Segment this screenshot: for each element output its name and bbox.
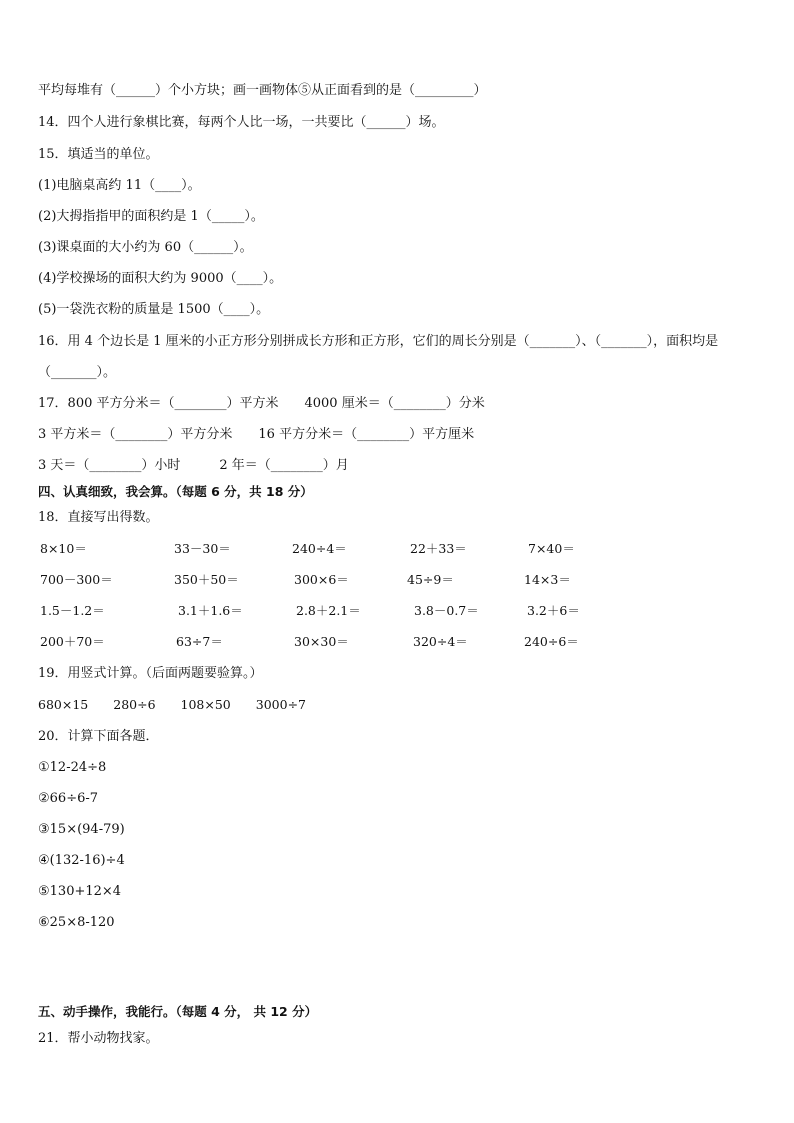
calc-cell: 320÷4＝ [413, 634, 468, 649]
question-20-6: ⑥25×8-120 [38, 915, 115, 930]
question-15-1: (1)电脑桌高约 11（____）。 [38, 178, 201, 193]
calc-cell: 1.5－1.2＝ [40, 603, 105, 618]
calc-cell: 240÷6＝ [524, 634, 579, 649]
question-15-4: (4)学校操场的面积大约为 9000（____）。 [38, 271, 283, 286]
question-20: 20．计算下面各题． [38, 729, 159, 744]
question-21: 21．帮小动物找家。 [38, 1031, 159, 1046]
calc-cell: 22＋33＝ [410, 541, 467, 556]
calc-cell: 45÷9＝ [407, 572, 454, 587]
question-14: 14．四个人进行象棋比赛，每两个人比一场，一共要比（______）场。 [38, 115, 445, 130]
calc-cell: 3.1＋1.6＝ [178, 603, 243, 618]
calc-cell: 700－300＝ [40, 572, 113, 587]
calc-cell: 7×40＝ [528, 541, 575, 556]
question-20-1: ①12-24÷8 [38, 760, 107, 775]
calc-cell: 8×10＝ [40, 541, 87, 556]
question-18: 18．直接写出得数。 [38, 510, 159, 525]
question-16: 16．用 4 个边长是 1 厘米的小正方形分别拼成长方形和正方形，它们的周长分别是（_______）、（_______），面积均是（_______）。 [38, 334, 719, 380]
question-20-2: ②66÷6-7 [38, 791, 99, 806]
calc-cell: 240÷4＝ [292, 541, 347, 556]
calc-cell: 14×3＝ [524, 572, 571, 587]
question-20-4: ④(132-16)÷4 [38, 853, 125, 868]
question-15-2: (2)大拇指指甲的面积约是 1（_____）。 [38, 209, 264, 224]
calc-cell: 2.8＋2.1＝ [296, 603, 361, 618]
calc-cell: 63÷7＝ [176, 634, 223, 649]
calc-cell: 200＋70＝ [40, 634, 105, 649]
calc-cell: 300×6＝ [294, 572, 349, 587]
question-15-5: (5)一袋洗衣粉的质量是 1500（____）。 [38, 302, 270, 317]
question-15: 15．填适当的单位。 [38, 147, 159, 162]
question-15-3: (3)课桌面的大小约为 60（______）。 [38, 240, 253, 255]
calc-cell: 33－30＝ [174, 541, 231, 556]
section-4-heading: 四、认真细致，我会算。（每题 6 分，共 18 分） [38, 484, 313, 499]
question-20-3: ③15×(94-79) [38, 822, 125, 837]
calc-cell: 30×30＝ [294, 634, 349, 649]
section-5-heading: 五、动手操作，我能行。（每题 4 分， 共 12 分） [38, 1004, 318, 1019]
calc-cell: 3.2＋6＝ [527, 603, 580, 618]
question-20-5: ⑤130+12×4 [38, 884, 122, 899]
question-13-line: 平均每堆有（______）个小方块；画一画物体⑤从正面看到的是（_________） [38, 83, 487, 98]
calc-cell: 3.8－0.7＝ [414, 603, 479, 618]
question-19: 19．用竖式计算。（后面两题要验算。） [38, 666, 263, 681]
question-17-a: 17．800 平方分米＝（________）平方米 4000 厘米＝（________）分米 [38, 396, 485, 411]
question-17-b: 3 平方米＝（________）平方分米 16 平方分米＝（________）平方厘米 [38, 427, 475, 442]
question-17-c: 3 天＝（________）小时 2 年＝（________）月 [38, 458, 349, 473]
question-19-items: 680×15 280÷6 108×50 3000÷7 [38, 697, 306, 712]
calc-cell: 350＋50＝ [174, 572, 239, 587]
